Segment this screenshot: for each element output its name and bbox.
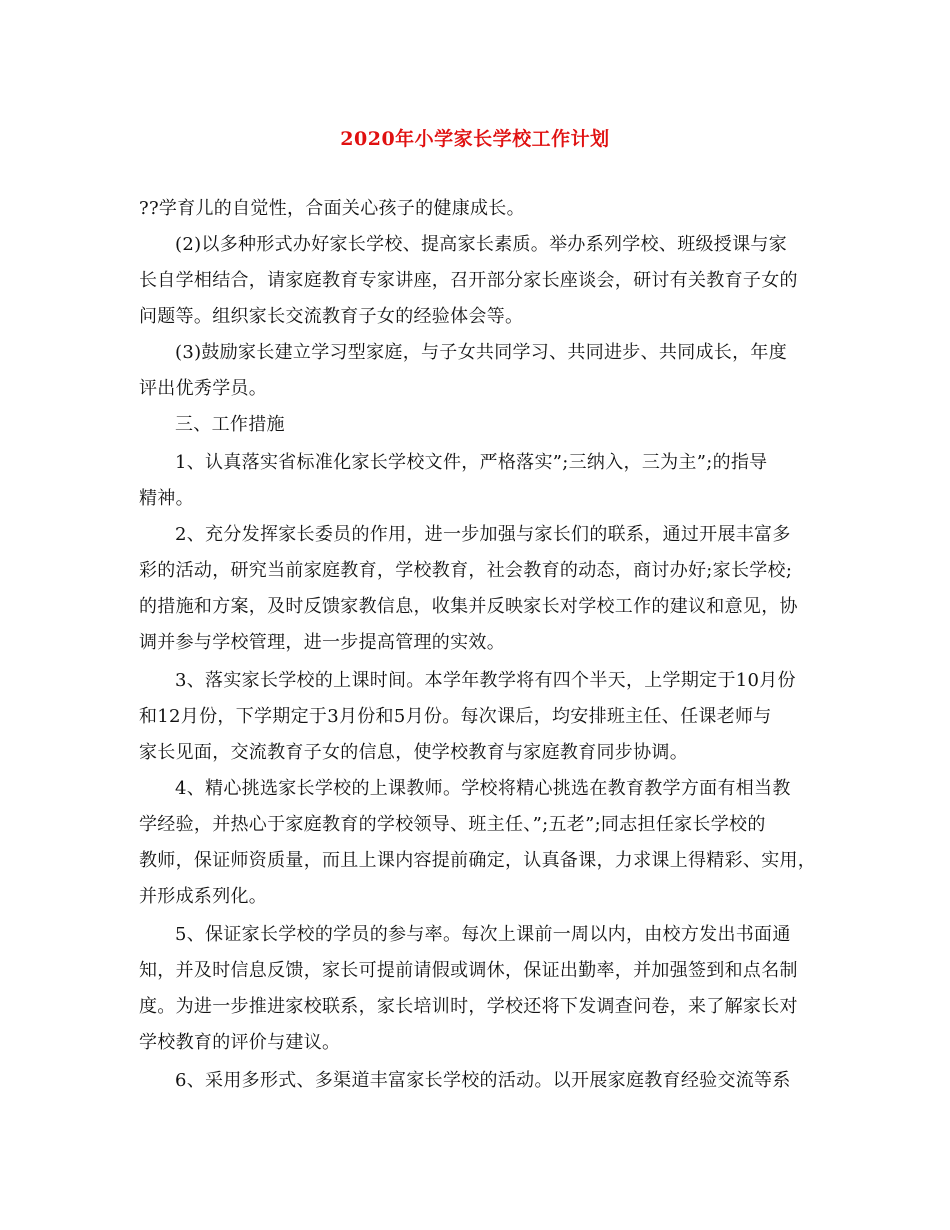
paragraph-line: 长自学相结合，请家庭教育专家讲座，召开部分家长座谈会，研讨有关教育子女的 [139, 270, 798, 291]
paragraph-line: 并形成系列化。 [139, 886, 268, 907]
paragraph-line: 5、保证家长学校的学员的参与率。每次上课前一周以内，由校方发出书面通 [175, 924, 791, 945]
paragraph-line: 家长见面，交流教育子女的信息，使学校教育与家庭教育同步协调。 [139, 742, 688, 763]
paragraph-line: 6、采用多形式、多渠道丰富家长学校的活动。以开展家庭教育经验交流等系 [175, 1070, 791, 1091]
paragraph-line: 调并参与学校管理，进一步提高管理的实效。 [139, 632, 505, 653]
paragraph-line: 学校教育的评价与建议。 [139, 1032, 341, 1053]
paragraph-line: 的措施和方案，及时反馈家教信息，收集并反映家长对学校工作的建议和意见，协 [139, 596, 798, 617]
document-title: 2020年小学家长学校工作计划 [340, 128, 610, 150]
paragraph-line: 和12月份，下学期定于3月份和5月份。每次课后，均安排班主任、任课老师与 [139, 706, 772, 727]
paragraph-line: 2、充分发挥家长委员的作用，进一步加强与家长们的联系，通过开展丰富多 [175, 524, 791, 545]
paragraph-line: 问题等。组织家长交流教育子女的经验体会等。 [139, 306, 524, 327]
paragraph-line: 评出优秀学员。 [139, 378, 268, 399]
paragraph-line: (2)以多种形式办好家长学校、提高家长素质。举办系列学校、班级授课与家 [175, 234, 787, 255]
paragraph-line: 教师，保证师资质量，而且上课内容提前确定，认真备课，力求课上得精彩、实用， [139, 850, 817, 871]
paragraph-line: 度。为进一步推进家校联系，家长培训时，学校还将下发调查问卷，来了解家长对 [139, 996, 798, 1017]
paragraph-line: 1、认真落实省标准化家长学校文件，严格落实”;三纳入，三为主”;的指导 [175, 452, 768, 473]
paragraph-line: (3)鼓励家长建立学习型家庭，与子女共同学习、共同进步、共同成长，年度 [175, 342, 787, 363]
paragraph-line: 3、落实家长学校的上课时间。本学年教学将有四个半天，上学期定于10月份 [175, 670, 796, 691]
paragraph-line: 彩的活动，研究当前家庭教育，学校教育，社会教育的动态，商讨办好;家长学校; [139, 560, 793, 581]
paragraph-line: 精神。 [139, 488, 194, 509]
section-heading: 三、工作措施 [175, 414, 285, 435]
paragraph-line: ??学育儿的自觉性，合面关心孩子的健康成长。 [139, 198, 525, 219]
paragraph-line: 知，并及时信息反馈，家长可提前请假或调休，保证出勤率，并加强签到和点名制 [139, 960, 798, 981]
paragraph-line: 4、精心挑选家长学校的上课教师。学校将精心挑选在教育教学方面有相当教 [175, 778, 791, 799]
paragraph-line: 学经验，并热心于家庭教育的学校领导、班主任、”;五老”;同志担任家长学校的 [139, 814, 766, 835]
